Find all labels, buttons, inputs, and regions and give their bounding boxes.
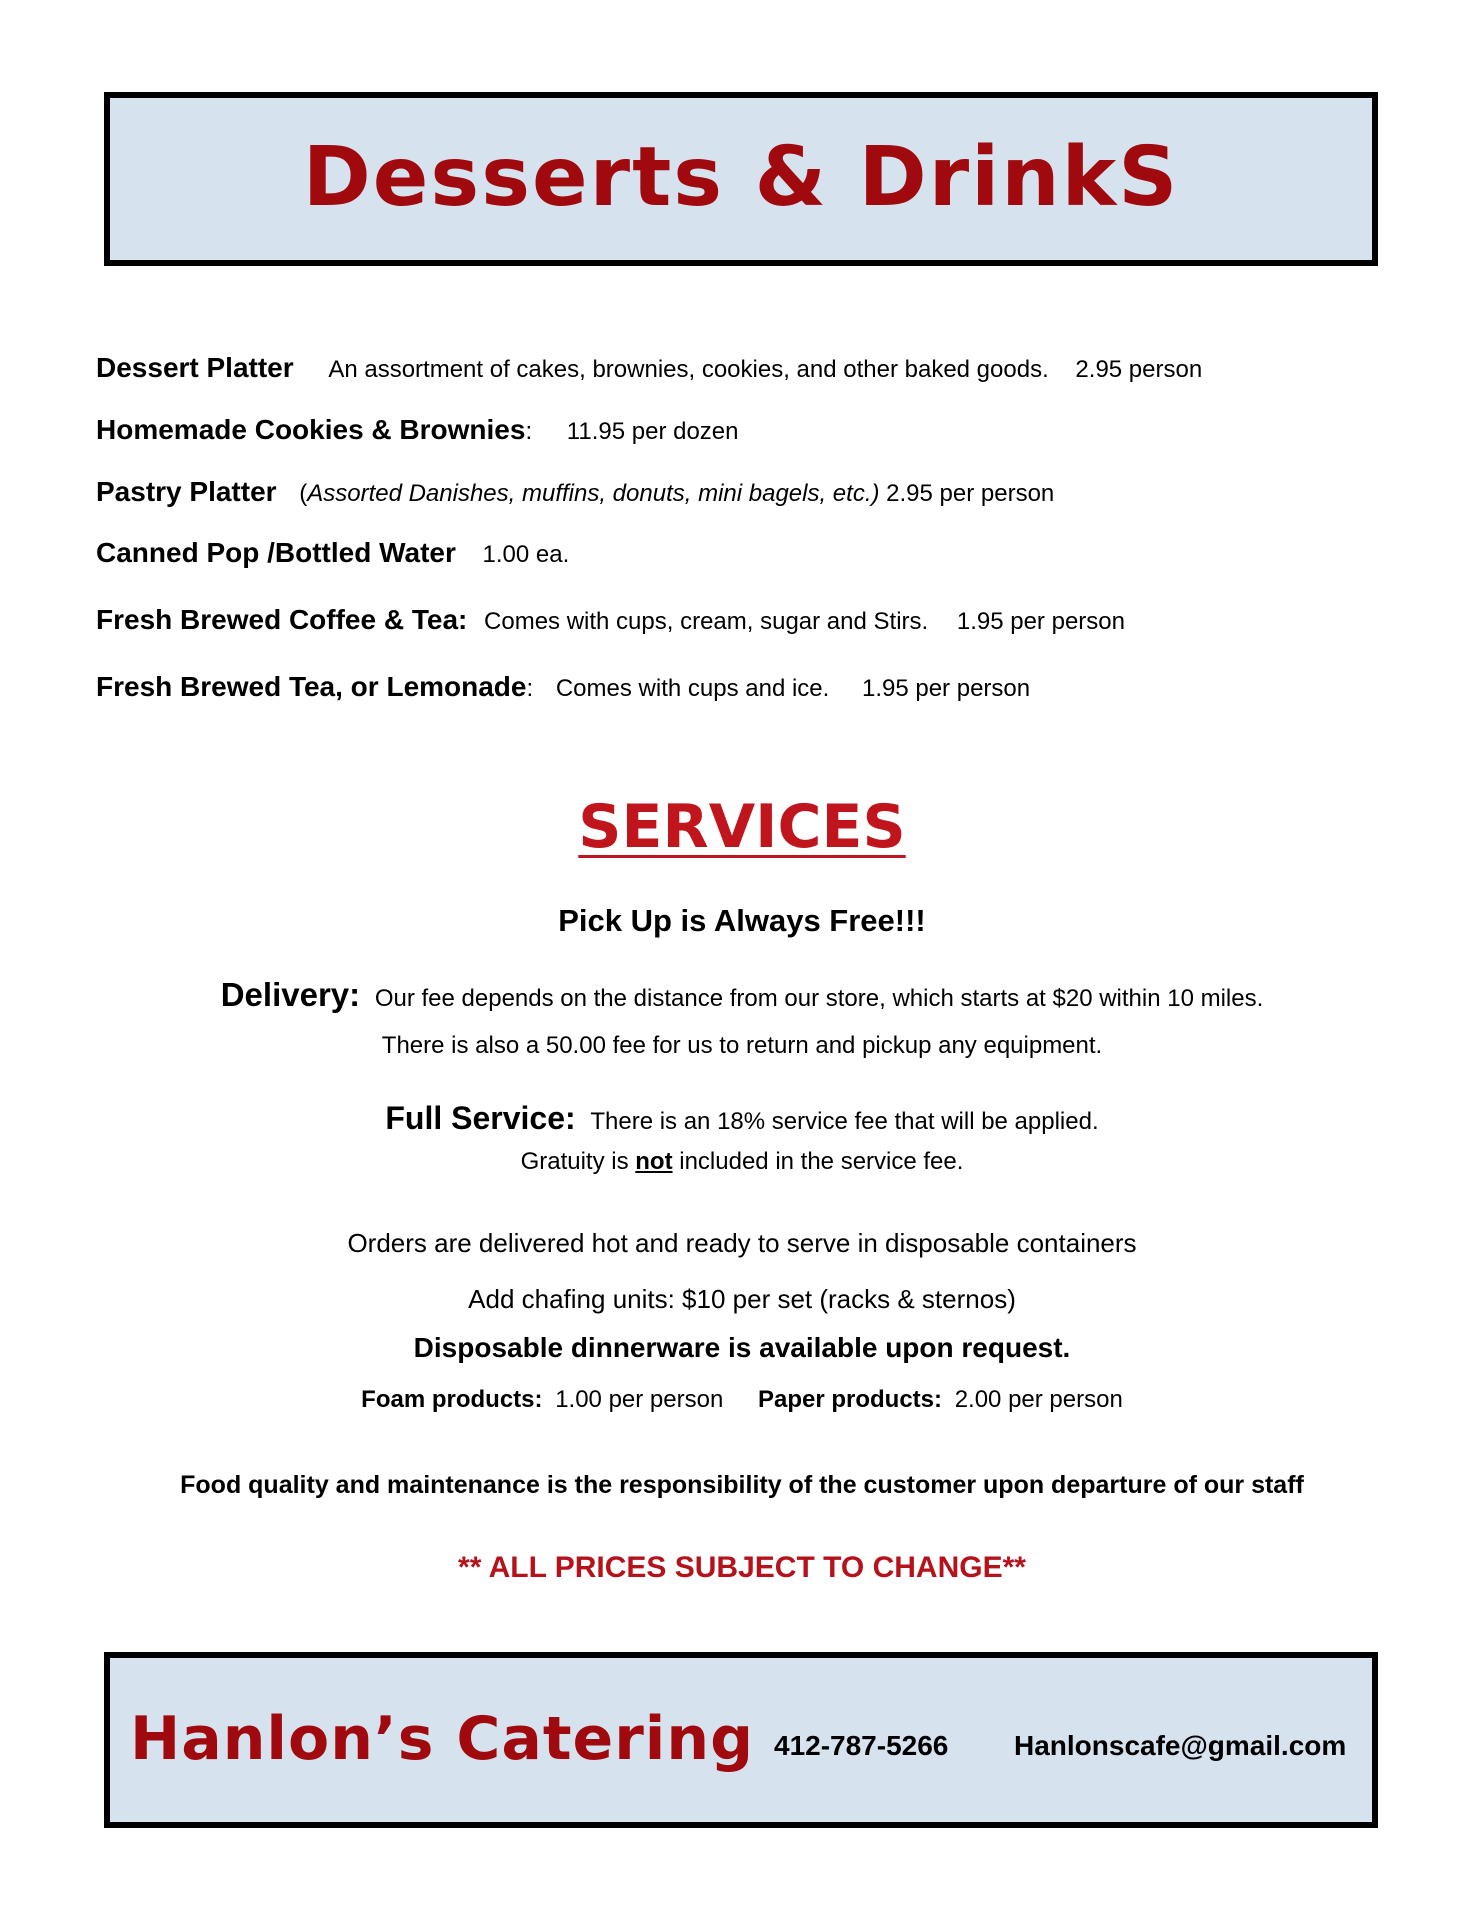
menu-item-pastry-platter — [96, 476, 1054, 508]
delivery-label: Delivery: — [220, 976, 361, 1013]
menu-item-name: Homemade Cookies & Brownies — [96, 414, 526, 445]
menu-item-desc: An assortment of cakes, brownies, cookies, and other baked goods. — [328, 356, 1049, 383]
full-service-label: Full Service: — [385, 1100, 576, 1136]
dinnerware-note: Disposable dinnerware is available upon request. — [413, 1332, 1071, 1363]
menu-item-desc: Comes with cups, cream, sugar and Stirs. — [484, 608, 929, 635]
full-service-text: There is an 18% service fee that will be applied. — [590, 1108, 1099, 1135]
foam-price: 1.00 per person — [555, 1386, 724, 1413]
menu-item-dessert-platter — [96, 352, 1202, 384]
menu-item-pop-water — [96, 537, 569, 569]
menu-item-price: 1.95 per person — [956, 608, 1125, 635]
chafing-note: Add chafing units: $10 per set (racks & sternos) — [468, 1284, 1016, 1314]
disposable-prices — [0, 1386, 1484, 1414]
pickup-note: Pick Up is Always Free!!! — [558, 903, 926, 938]
menu-item-name: Fresh Brewed Tea, or Lemonade — [96, 671, 527, 702]
menu-item-price: 1.95 per person — [861, 675, 1031, 702]
gratuity-post: included in the service fee. — [672, 1148, 964, 1175]
menu-item-price: 2.95 per person — [886, 480, 1055, 507]
footer-banner — [104, 1652, 1378, 1828]
menu-item-name: Pastry Platter — [96, 476, 277, 507]
page-title: Desserts & DrinkS — [302, 130, 1180, 225]
quality-note: Food quality and maintenance is the responsibility of the customer upon departure of our staff — [180, 1471, 1304, 1499]
menu-item-name: Fresh Brewed Coffee & Tea: — [96, 604, 468, 635]
foam-label: Foam products: — [361, 1386, 543, 1413]
gratuity-not: not — [635, 1148, 673, 1175]
menu-item-name: Dessert Platter — [96, 352, 294, 383]
services-title: SERVICES — [578, 792, 906, 862]
full-service-line — [0, 1100, 1484, 1137]
menu-item-price: 2.95 person — [1075, 356, 1203, 383]
menu-item-name: Canned Pop /Bottled Water — [96, 537, 456, 568]
gratuity-pre: Gratuity is — [520, 1148, 636, 1175]
paper-price: 2.00 per person — [954, 1386, 1123, 1413]
email-address: Hanlonscafe@gmail.com — [1014, 1730, 1347, 1761]
menu-item-price: 11.95 per dozen — [566, 418, 739, 445]
menu-item-paren: ( — [299, 480, 308, 507]
delivery-text: Our fee depends on the distance from our store, which starts at $20 within 10 miles. — [374, 985, 1264, 1012]
phone-number: 412-787-5266 — [774, 1730, 949, 1761]
orders-note: Orders are delivered hot and ready to serve in disposable containers — [347, 1228, 1137, 1258]
delivery-text-2: There is also a 50.00 fee for us to return and pickup any equipment. — [381, 1032, 1103, 1059]
gratuity-line — [0, 1148, 1484, 1176]
menu-item-desc: Assorted Danishes, muffins, donuts, mini bagels, etc.) — [307, 480, 880, 507]
paper-label: Paper products: — [757, 1386, 943, 1413]
menu-item-cookies-brownies — [96, 414, 739, 446]
menu-item-sep: : — [526, 675, 534, 702]
prices-change-note: ** ALL PRICES SUBJECT TO CHANGE** — [458, 1551, 1026, 1584]
title-banner — [104, 92, 1378, 266]
business-name: Hanlon’s Catering — [130, 1704, 755, 1774]
menu-item-sep: : — [525, 418, 533, 445]
delivery-line — [0, 976, 1484, 1014]
menu-item-tea-lemonade — [96, 671, 1030, 703]
menu-item-price: 1.00 ea. — [482, 541, 570, 568]
menu-item-coffee-tea — [96, 604, 1125, 636]
menu-item-desc: Comes with cups and ice. — [555, 675, 830, 702]
